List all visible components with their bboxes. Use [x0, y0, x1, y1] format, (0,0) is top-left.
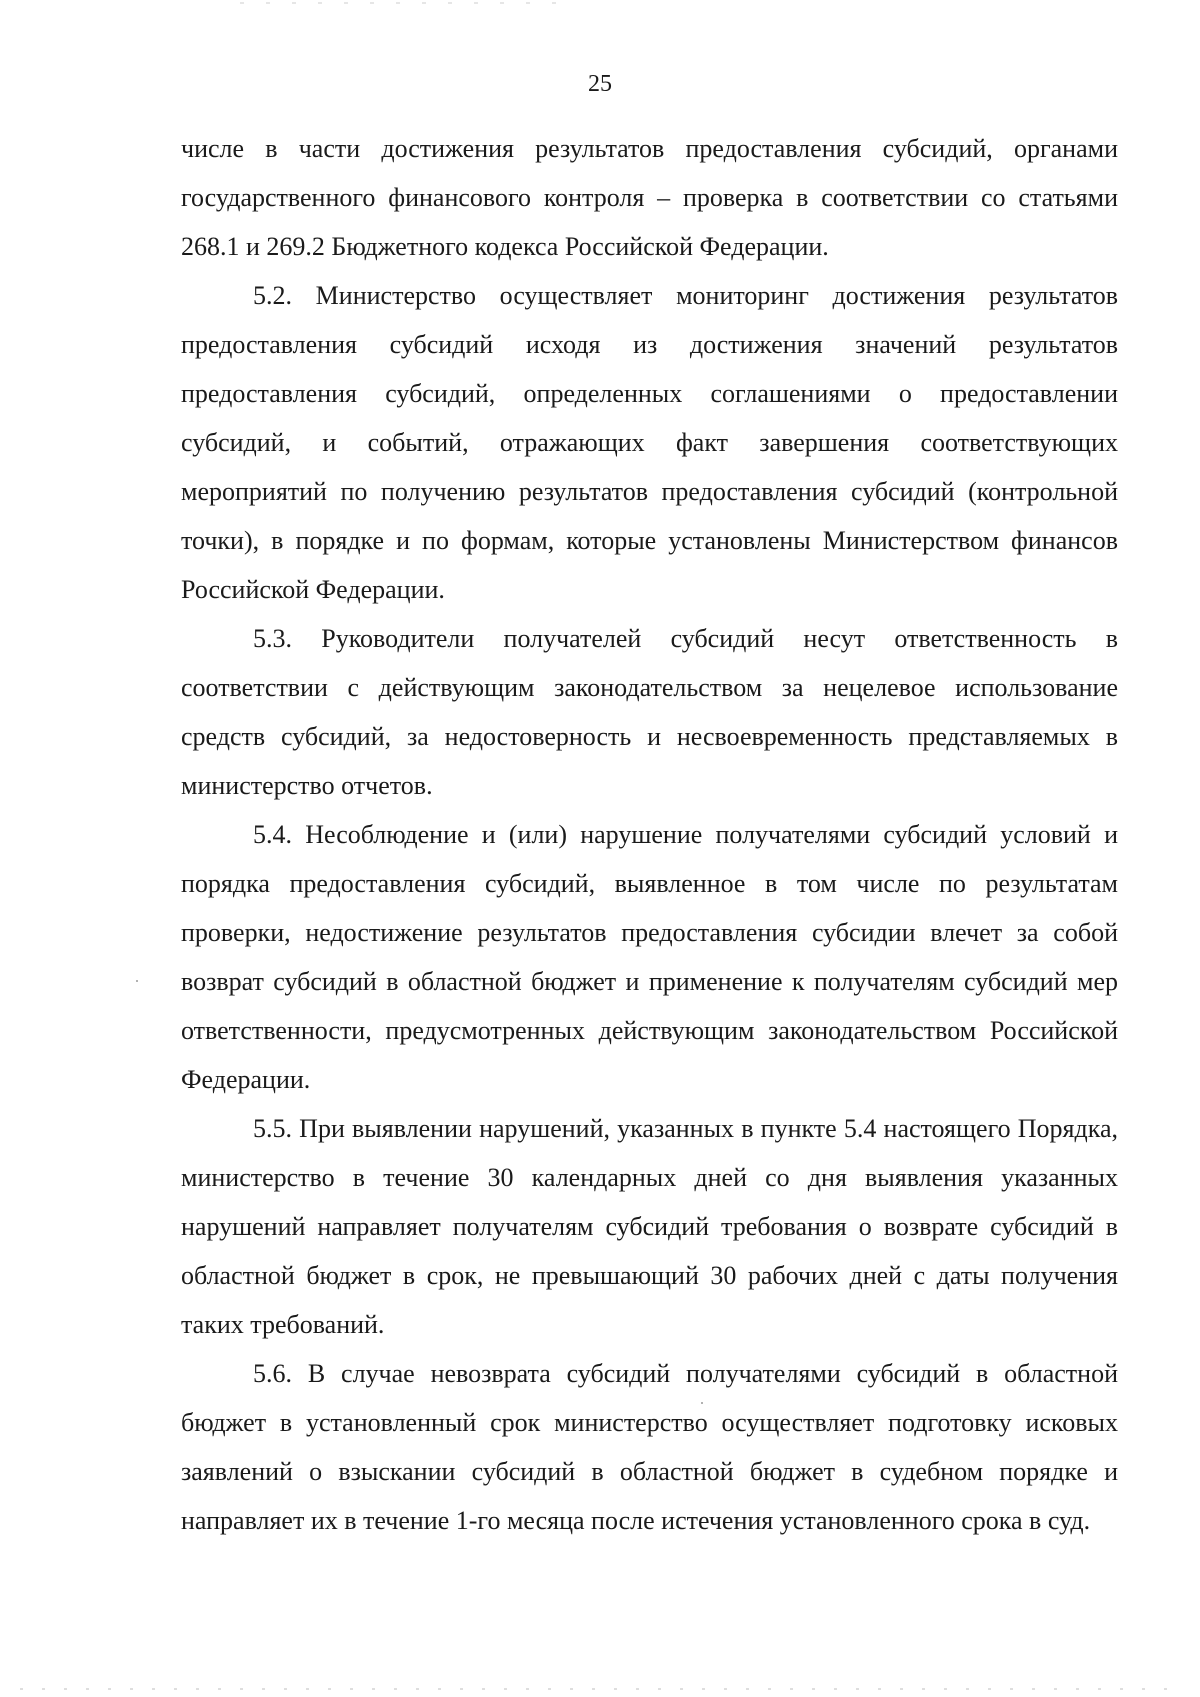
scan-artifact-bottom	[20, 1688, 1180, 1690]
paragraph-5-5: 5.5. При выявлении нарушений, указанных в пункте 5.4 настоящего Порядка, министерство в течение 30 календарных дней со дня выявления указанных нарушений направляет получателям субсидий требования о возврате субсидий в областной бюджет в срок, не превышающий 30 рабочих дней с даты получения таких требований.	[181, 1114, 1118, 1339]
paragraph-continuation: числе в части достижения результатов предоставления субсидий, органами государственного финансового контроля – проверка в соответствии со статьями 268.1 и 269.2 Бюджетного кодекса Российской Федерации.	[181, 134, 1118, 261]
scan-speck	[136, 980, 138, 982]
page-number: 25	[588, 71, 612, 97]
scan-artifact-top	[240, 2, 560, 4]
paragraph-5-6: 5.6. В случае невозврата субсидий получателями субсидий в областной бюджет в установленный срок министерство осуществляет подготовку исковых заявлений о взыскании субсидий в областной бюджет в судебном порядке и направляет их в течение 1-го месяца после истечения установленного срока в суд.	[181, 1359, 1118, 1535]
document-body	[181, 124, 1118, 1545]
paragraph-5-4: 5.4. Несоблюдение и (или) нарушение получателями субсидий условий и порядка предоставления субсидий, выявленное в том числе по результатам проверки, недостижение результатов предоставления субсидии влечет за собой возврат субсидий в областной бюджет и применение к получателям субсидий мер ответственности, предусмотренных действующим законодательством Российской Федерации.	[181, 820, 1118, 1094]
paragraph-5-2: 5.2. Министерство осуществляет мониторинг достижения результатов предоставления субсидий исходя из достижения значений результатов предоставления субсидий, определенных соглашениями о предоставлении субсидий, и событий, отражающих факт завершения соответствующих мероприятий по получению результатов предоставления субсидий (контрольной точки), в порядке и по формам, которые установлены Министерством финансов Российской Федерации.	[181, 281, 1118, 604]
paragraph-5-3: 5.3. Руководители получателей субсидий несут ответственность в соответствии с действующим законодательством за нецелевое использование средств субсидий, за недостоверность и несвоевременность представляемых в министерство отчетов.	[181, 624, 1118, 800]
scan-speck	[701, 1402, 703, 1404]
